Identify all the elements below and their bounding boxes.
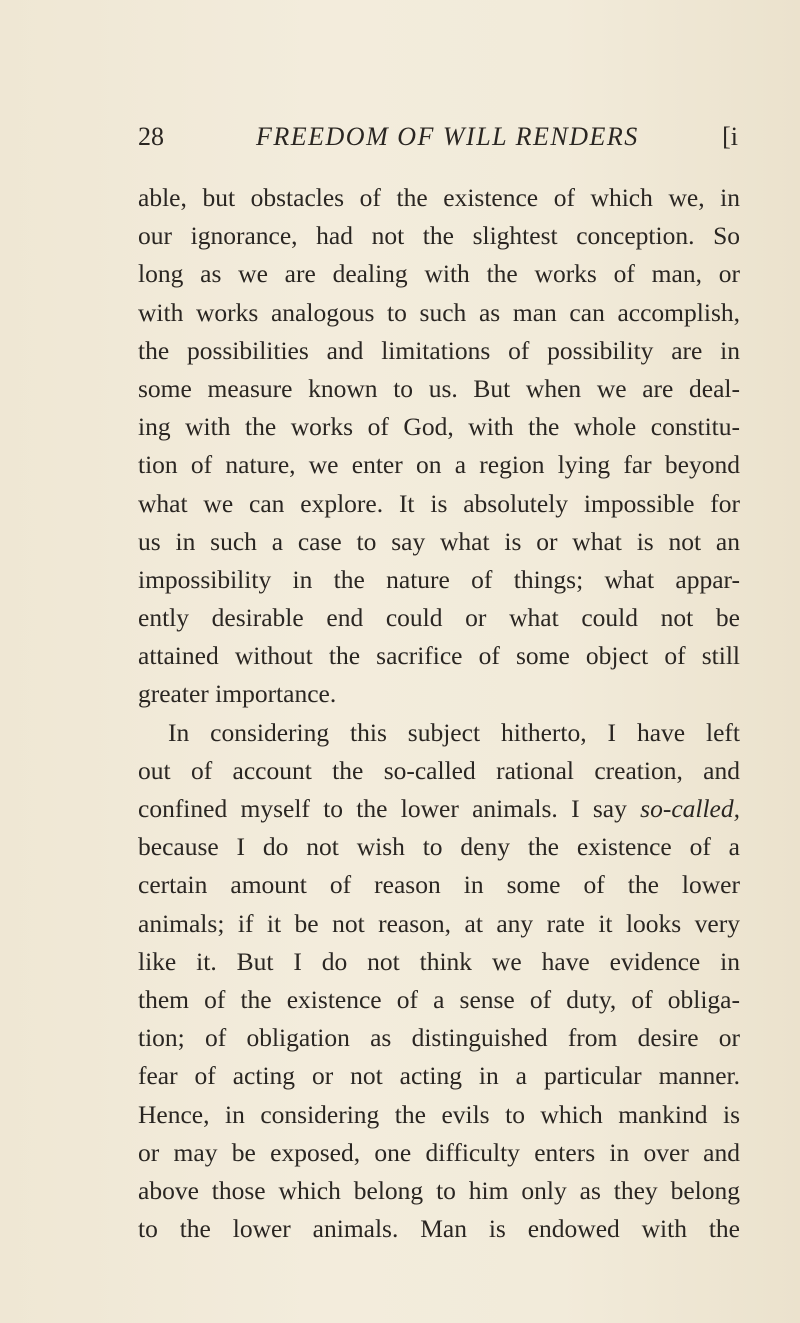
text-line: long as we are dealing with the works of man, or bbox=[138, 259, 740, 289]
text-line: what we can explore. It is absolutely impossible for bbox=[138, 488, 740, 518]
text-line-with-emphasis bbox=[138, 790, 740, 828]
text-line: above those which belong to him only as they belong bbox=[138, 1175, 740, 1205]
text-line: to the lower animals. Man is endowed with the bbox=[138, 1214, 740, 1244]
section-mark: [i bbox=[722, 122, 738, 151]
text-line: them of the existence of a sense of duty, of obliga- bbox=[138, 984, 740, 1014]
text-line: tion of nature, we enter on a region lying far beyond bbox=[138, 450, 740, 480]
text-line: with works analogous to such as man can accomplish, bbox=[138, 297, 740, 327]
text-line: out of account the so-called rational creation, and bbox=[138, 755, 740, 785]
text-line: Hence, in considering the evils to which mankind is bbox=[138, 1099, 740, 1129]
text-line: or may be exposed, one difficulty enters in over and bbox=[138, 1137, 740, 1167]
text-line: the possibilities and limitations of possibility are in bbox=[138, 335, 740, 365]
page-number: 28 bbox=[138, 122, 164, 151]
text-line: ing with the works of God, with the whole constitu- bbox=[138, 412, 740, 442]
text-line: greater importance. bbox=[138, 679, 337, 709]
page-header bbox=[138, 122, 738, 162]
text-line: us in such a case to say what is or what is not an bbox=[138, 526, 740, 556]
body-text bbox=[138, 179, 740, 1248]
text-line: because I do not wish to deny the existence of a bbox=[138, 832, 740, 862]
text-line: impossibility in the nature of things; what appar- bbox=[138, 564, 740, 594]
text-line: attained without the sacrifice of some object of still bbox=[138, 641, 740, 671]
running-title: FREEDOM OF WILL RENDERS bbox=[256, 122, 639, 151]
text-line: ently desirable end could or what could not be bbox=[138, 603, 740, 633]
emphasis-so-called: so-called, bbox=[640, 794, 741, 823]
text-line: tion; of obligation as distinguished from desire or bbox=[138, 1023, 740, 1053]
text-line: animals; if it be not reason, at any rate it looks very bbox=[138, 908, 740, 938]
paragraph-start-line: In considering this subject hitherto, I have left bbox=[168, 717, 740, 747]
text-line: some measure known to us. But when we are deal- bbox=[138, 373, 740, 403]
text-line: able, but obstacles of the existence of which we, in bbox=[138, 183, 740, 212]
text-line: fear of acting or not acting in a particular manner. bbox=[138, 1061, 740, 1091]
text-fragment: confined myself to the lower animals. I say bbox=[138, 794, 627, 823]
text-line: like it. But I do not think we have evidence in bbox=[138, 946, 740, 976]
text-line: our ignorance, had not the slightest conception. So bbox=[138, 221, 740, 251]
text-line: certain amount of reason in some of the lower bbox=[138, 870, 740, 900]
